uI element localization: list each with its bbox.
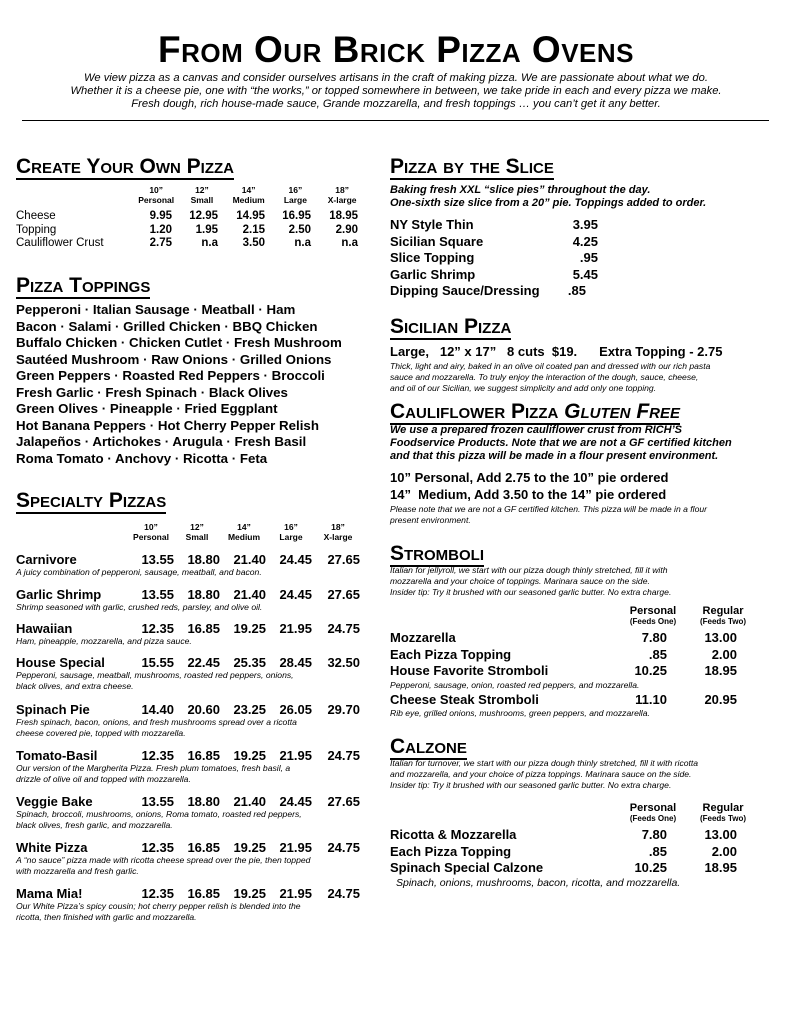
stromboli-item: Each Pizza Topping .85 2.00 <box>390 646 737 662</box>
stromboli-list: Mozzarella 7.80 13.00 Each Pizza Topping .85 2.00 House Favorite Stromboli 10.25 18.95 Pepperoni, sausage, onion, roasted red peppers, and mozzarella. Cheese Steak Stromboli 11.10 20.95 Rib eye, grilled onions, mushrooms, green peppers, and mozzarella. <box>390 630 770 719</box>
stromboli-section <box>390 542 484 566</box>
calzone-item: Spinach Special Calzone 10.25 18.95 <box>390 860 737 875</box>
size-header: 10” Personal <box>133 522 169 542</box>
size-header: 18” X-large <box>327 185 357 205</box>
intro-line: Fresh dough, rich house-made sauce, Grande mozzarella, and fresh toppings … you can’t get it any better. <box>131 98 661 110</box>
slice-item: Garlic Shrimp 5.45 <box>390 266 598 282</box>
slice-desc: Baking fresh XXL “slice pies” throughout the day. One-sixth size slice from a 20” pie. Toppings added to order. <box>390 184 707 209</box>
price-row: Cauliflower Crust 2.75 n.a 3.50 n.a n.a <box>16 237 358 249</box>
specialty-section <box>16 489 166 513</box>
specialty-item: Veggie Bake 13.55 18.80 21.40 24.45 27.65 Spinach, broccoli, mushrooms, onions, Roma tomato, roasted red peppers, black olives, fresh garlic, and mozzarella. <box>16 794 360 830</box>
calzone-item: Ricotta & Mozzarella 7.80 13.00 <box>390 827 737 842</box>
size-header: 10” Personal <box>138 185 175 205</box>
toppings-line: Sautéed Mushroom · Raw Onions · Grilled Onions <box>16 351 332 367</box>
size-header: 12” Small <box>190 185 214 205</box>
sicilian-desc: Thick, light and airy, baked in an olive oil coated pan and dressed with our rich pasta sauce and mozzarella. To truly enjoy the interaction of the dough, sauce, cheese, and oil of our Sicilian, we suggest simplicity and add only one topping. <box>390 361 711 393</box>
sicilian-section <box>390 315 511 339</box>
toppings-title: Pizza Toppings <box>16 274 151 297</box>
specialty-item: Spinach Pie 14.40 20.60 23.25 26.05 29.70 Fresh spinach, bacon, onions, and fresh mushrooms spread over a ricotta cheese covered pie, topped with mozzarella. <box>16 702 360 738</box>
intro-text <box>30 72 762 111</box>
price-row: Topping 1.20 1.95 2.15 2.50 2.90 <box>16 223 358 236</box>
specialty-item: Carnivore 13.55 18.80 21.40 24.45 27.65 A juicy combination of pepperoni, sausage, meatball, and bacon. <box>16 552 360 577</box>
create-title: Create Your Own Pizza <box>16 155 235 178</box>
toppings-line: Green Olives · Pineapple · Fried Eggplant <box>16 401 278 416</box>
toppings-line: Fresh Garlic · Fresh Spinach · Black Olives <box>16 384 288 400</box>
stromboli-item: Mozzarella 7.80 13.00 <box>390 630 737 645</box>
create-table <box>16 185 366 251</box>
stromboli-title: Stromboli <box>390 542 484 565</box>
calzone-header: Personal (Feeds One) Regular (Feeds Two) <box>629 802 747 823</box>
cauliflower-title: Cauliflower Pizza Gluten Free <box>390 400 681 423</box>
stromboli-desc: Italian for jellyroll, we start with our pizza dough thinly stretched, fill it with mozzarella and your choice of toppings. Marinara sauce on the side. Insider tip: Try it brushed with our seasoned garlic butter. No extra charge. <box>390 565 672 597</box>
size-header: 16” Large <box>279 522 303 542</box>
calzone-footer: Spinach, onions, mushrooms, bacon, ricotta, and mozzarella. <box>396 876 681 889</box>
size-header: 14” Medium <box>232 185 265 205</box>
calzone-title: Calzone <box>390 735 467 758</box>
slice-item: Sicilian Square 4.25 <box>390 233 598 249</box>
specialty-item: Garlic Shrimp 13.55 18.80 21.40 24.45 27.65 Shrimp seasoned with garlic, crushed reds, parsley, and olive oil. <box>16 587 360 612</box>
calzone-item: Each Pizza Topping .85 2.00 <box>390 843 737 859</box>
specialty-item: Mama Mia! 12.35 16.85 19.25 21.95 24.75 Our White Pizza’s spicy cousin; hot cherry pepper relish is blended into the ricotta, then finished with garlic and mozzarella. <box>16 886 360 922</box>
size-header: 12” Small <box>185 522 209 542</box>
size-header-row <box>16 185 366 205</box>
toppings-list <box>16 302 376 467</box>
specialty-item: White Pizza 12.35 16.85 19.25 21.95 24.75 A “no sauce” pizza made with ricotta cheese spread over the pie, then topped with mozzarella and fresh garlic. <box>16 840 360 876</box>
calzone-desc: Italian for turnover, we start with our pizza dough thinly stretched, fill it with ricotta and mozzarella, and your choice of pizza toppings. Marinara sauce on the side. Insider tip: Try it brushed with our seasoned garlic butter. No extra charge. <box>390 758 699 790</box>
specialty-title: Specialty Pizzas <box>16 489 167 512</box>
toppings-line: Bacon · Salami · Grilled Chicken · BBQ Chicken <box>16 318 318 334</box>
stromboli-header: Personal (Feeds One) Regular (Feeds Two) <box>629 605 747 626</box>
slice-section <box>390 155 554 179</box>
cauliflower-note: Please note that we are not a GF certified kitchen. This pizza will be made in a flour present environment. <box>390 504 708 525</box>
cauliflower-section <box>390 400 680 424</box>
specialty-item: Tomato-Basil 12.35 16.85 19.25 21.95 24.75 Our version of the Margherita Pizza. Fresh plum tomatoes, fresh basil, a drizzle of olive oil and topped with mozzarella. <box>16 748 360 784</box>
intro-line: Whether it is a cheese pie, one with “the works,” or topped somewhere in between, we take pride in each and every pizza we make. <box>70 85 722 97</box>
slice-title: Pizza by the Slice <box>390 155 554 178</box>
gluten-free-tag: Gluten Free <box>564 400 681 423</box>
header-divider <box>22 120 769 121</box>
page-title: From Our Brick Pizza Ovens <box>157 29 634 70</box>
slice-item: Dipping Sauce/Dressing .85 <box>390 283 586 298</box>
price-row: Cheese 9.95 12.95 14.95 16.95 18.95 <box>16 210 358 222</box>
size-header: 14” Medium <box>227 522 261 542</box>
calzone-section <box>390 735 467 759</box>
slice-item: NY Style Thin 3.95 <box>390 217 598 232</box>
size-header: 18” X-large <box>323 522 353 542</box>
calzone-list <box>390 827 770 889</box>
slice-item: Slice Topping .95 <box>390 250 598 265</box>
size-header: 16” Large <box>283 185 307 205</box>
size-header-row <box>16 522 376 542</box>
sicilian-price-line: Large, 12” x 17” 8 cuts $19. Extra Topping - 2.75 <box>390 344 723 359</box>
slice-list <box>390 217 610 300</box>
specialty-table <box>16 522 376 542</box>
toppings-line: Jalapeños · Artichokes · Arugula · Fresh Basil <box>16 434 307 449</box>
intro-line: We view pizza as a canvas and consider ourselves artisans in the craft of making pizza. We are passionate about what we do. <box>84 72 708 84</box>
cauliflower-desc: We use a prepared frozen cauliflower crust from RICH’S Foodservice Products. Note that we are not a GF certified kitchen and that this pizza will be made in a flour present environment. <box>390 424 732 462</box>
sicilian-title: Sicilian Pizza <box>390 315 512 338</box>
cauliflower-lines: 10” Personal, Add 2.75 to the 10” pie ordered 14” Medium, Add 3.50 to the 14” pie ordered <box>390 470 669 502</box>
specialty-item: House Special 15.55 22.45 25.35 28.45 32.50 Pepperoni, sausage, meatball, mushrooms, roasted red peppers, onions, black olives, and extra cheese. <box>16 655 360 691</box>
toppings-line: Green Peppers · Roasted Red Peppers · Broccoli <box>16 368 325 383</box>
specialty-item: Hawaiian 12.35 16.85 19.25 21.95 24.75 Ham, pineapple, mozzarella, and pizza sauce. <box>16 621 360 646</box>
toppings-line: Buffalo Chicken · Chicken Cutlet · Fresh Mushroom <box>16 335 342 350</box>
create-section <box>16 155 234 179</box>
toppings-section <box>16 274 150 298</box>
toppings-line: Roma Tomato · Anchovy · Ricotta · Feta <box>16 450 268 466</box>
stromboli-item: Cheese Steak Stromboli 11.10 20.95 <box>390 691 737 707</box>
toppings-line: Hot Banana Peppers · Hot Cherry Pepper Relish <box>16 417 319 433</box>
stromboli-item: House Favorite Stromboli 10.25 18.95 <box>390 663 737 678</box>
toppings-line: Pepperoni · Italian Sausage · Meatball · Ham <box>16 302 296 317</box>
